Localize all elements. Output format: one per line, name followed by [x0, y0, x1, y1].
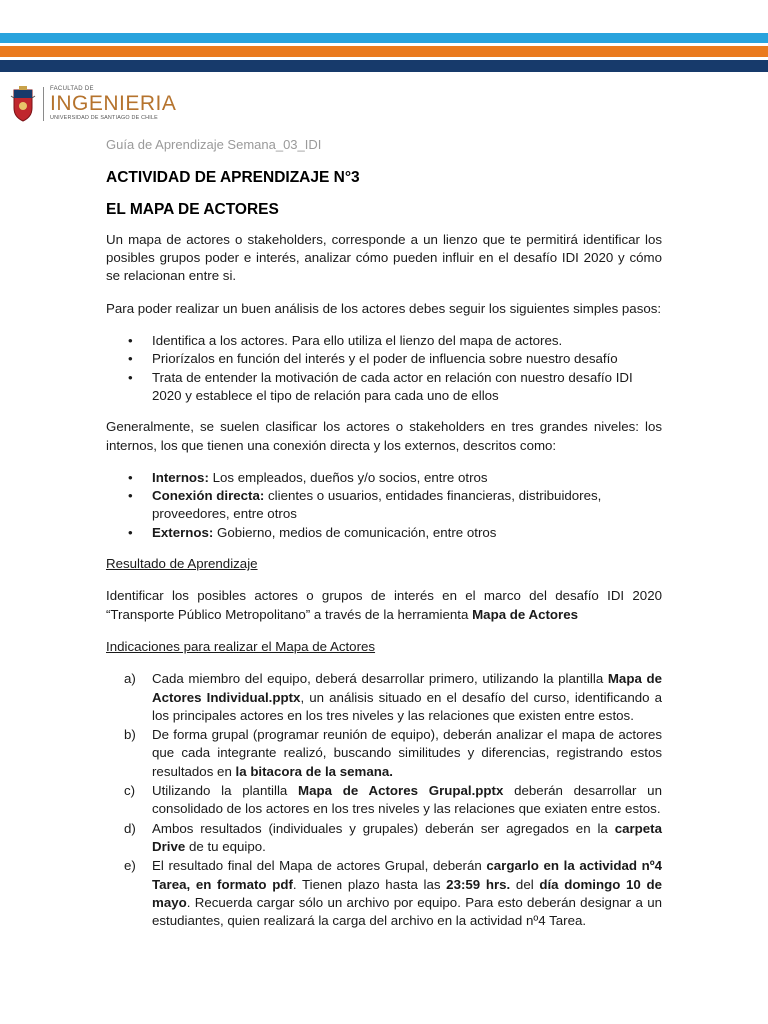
logo-divider [43, 87, 44, 121]
list-item: e) El resultado final del Mapa de actores Grupal, deberán cargarlo en la actividad nº4 Tarea, en formato pdf. Tienen plazo hasta las 23:59 hrs. del día domingo 10 de mayo. Recuerda cargar sólo un archivo por equipo. Para esto deberán designar a un estudiantes, quien realizará la carga del archivo en la actividad nº4 Tarea. [124, 858, 663, 929]
page-title: ACTIVIDAD DE APRENDIZAJE N°3 [106, 169, 360, 187]
document-body [106, 136, 662, 931]
bullet-icon: • [128, 333, 133, 349]
levels-list [106, 469, 662, 542]
list-item: • Priorízalos en función del interés y el poder de influencia sobre nuestro desafío [106, 350, 662, 368]
steps-intro-paragraph: Para poder realizar un buen análisis de los actores debes seguir los siguientes simples pasos: [106, 300, 662, 316]
intro-paragraph: Un mapa de actores o stakeholders, corresponde a un lienzo que te permitirá identificar los posibles grupos poder e interés, analizar cómo pueden influir en el desafío IDI 2020 y cómo se relacionan entre si. [106, 231, 662, 284]
university-seal-icon [10, 84, 36, 124]
indications-list [106, 670, 662, 930]
faculty-logo [10, 84, 176, 124]
list-item: • Conexión directa: clientes o usuarios, entidades financieras, distribuidores, proveedores, entre otros [128, 488, 602, 522]
bullet-icon: • [128, 469, 133, 485]
header-band-navy [0, 60, 768, 72]
guide-label: Guía de Aprendizaje Semana_03_IDI [106, 137, 322, 152]
result-heading: Resultado de Aprendizaje [106, 556, 258, 572]
list-item: b) De forma grupal (programar reunión de equipo), deberán analizar el mapa de actores que cada integrante realizó, buscando similitudes y diferencias, registrando estos resultados en la bitacora de la semana. [124, 727, 662, 779]
bullet-icon: • [128, 351, 133, 367]
logo-faculty-label: FACULTAD DE [50, 86, 94, 93]
steps-list [106, 332, 662, 405]
bullet-icon: • [128, 524, 133, 540]
header-band-orange [0, 46, 768, 57]
levels-intro-paragraph: Generalmente, se suelen clasificar los actores o stakeholders en tres grandes niveles: los internos, los que tienen una conexión directa y los externos, descritos como: [106, 419, 662, 453]
list-item: a) Cada miembro del equipo, deberá desarrollar primero, utilizando la plantilla Mapa de Actores Individual.pptx, un análisis situado en el desafío del curso, identificando a los principales actores en los tres niveles y las relaciones que existen entre estos. [124, 671, 663, 723]
list-item: d) Ambos resultados (individuales y grupales) deberán ser agregados en la carpeta Drive de tu equipo. [124, 820, 662, 854]
bullet-icon: • [128, 369, 133, 385]
list-item: • Externos: Gobierno, medios de comunicación, entre otros [106, 524, 662, 542]
list-item: c) Utilizando la plantilla Mapa de Actores Grupal.pptx deberán desarrollar un consolidado de los actores en los tres niveles y las relaciones que exiaten entre estos. [124, 783, 662, 817]
logo-name: INGENIERIA [50, 92, 177, 116]
list-item: • Internos: Los empleados, dueños y/o socios, entre otros [106, 469, 662, 487]
bullet-icon: • [128, 488, 133, 504]
header-band-light-blue [0, 33, 768, 43]
list-item: • Trata de entender la motivación de cada actor en relación con nuestro desafío IDI 2020 y establece el tipo de relación para cada uno de ellos [128, 369, 633, 403]
list-item: • Identifica a los actores. Para ello utiliza el lienzo del mapa de actores. [106, 332, 662, 350]
logo-university-label: UNIVERSIDAD DE SANTIAGO DE CHILE [50, 115, 158, 122]
page-subtitle: EL MAPA DE ACTORES [106, 200, 279, 218]
result-paragraph: Identificar los posibles actores o grupos de interés en el marco del desafío IDI 2020 “Transporte Público Metropolitano” a través de la herramienta Mapa de Actores [106, 588, 662, 622]
indications-heading: Indicaciones para realizar el Mapa de Actores [106, 638, 376, 654]
